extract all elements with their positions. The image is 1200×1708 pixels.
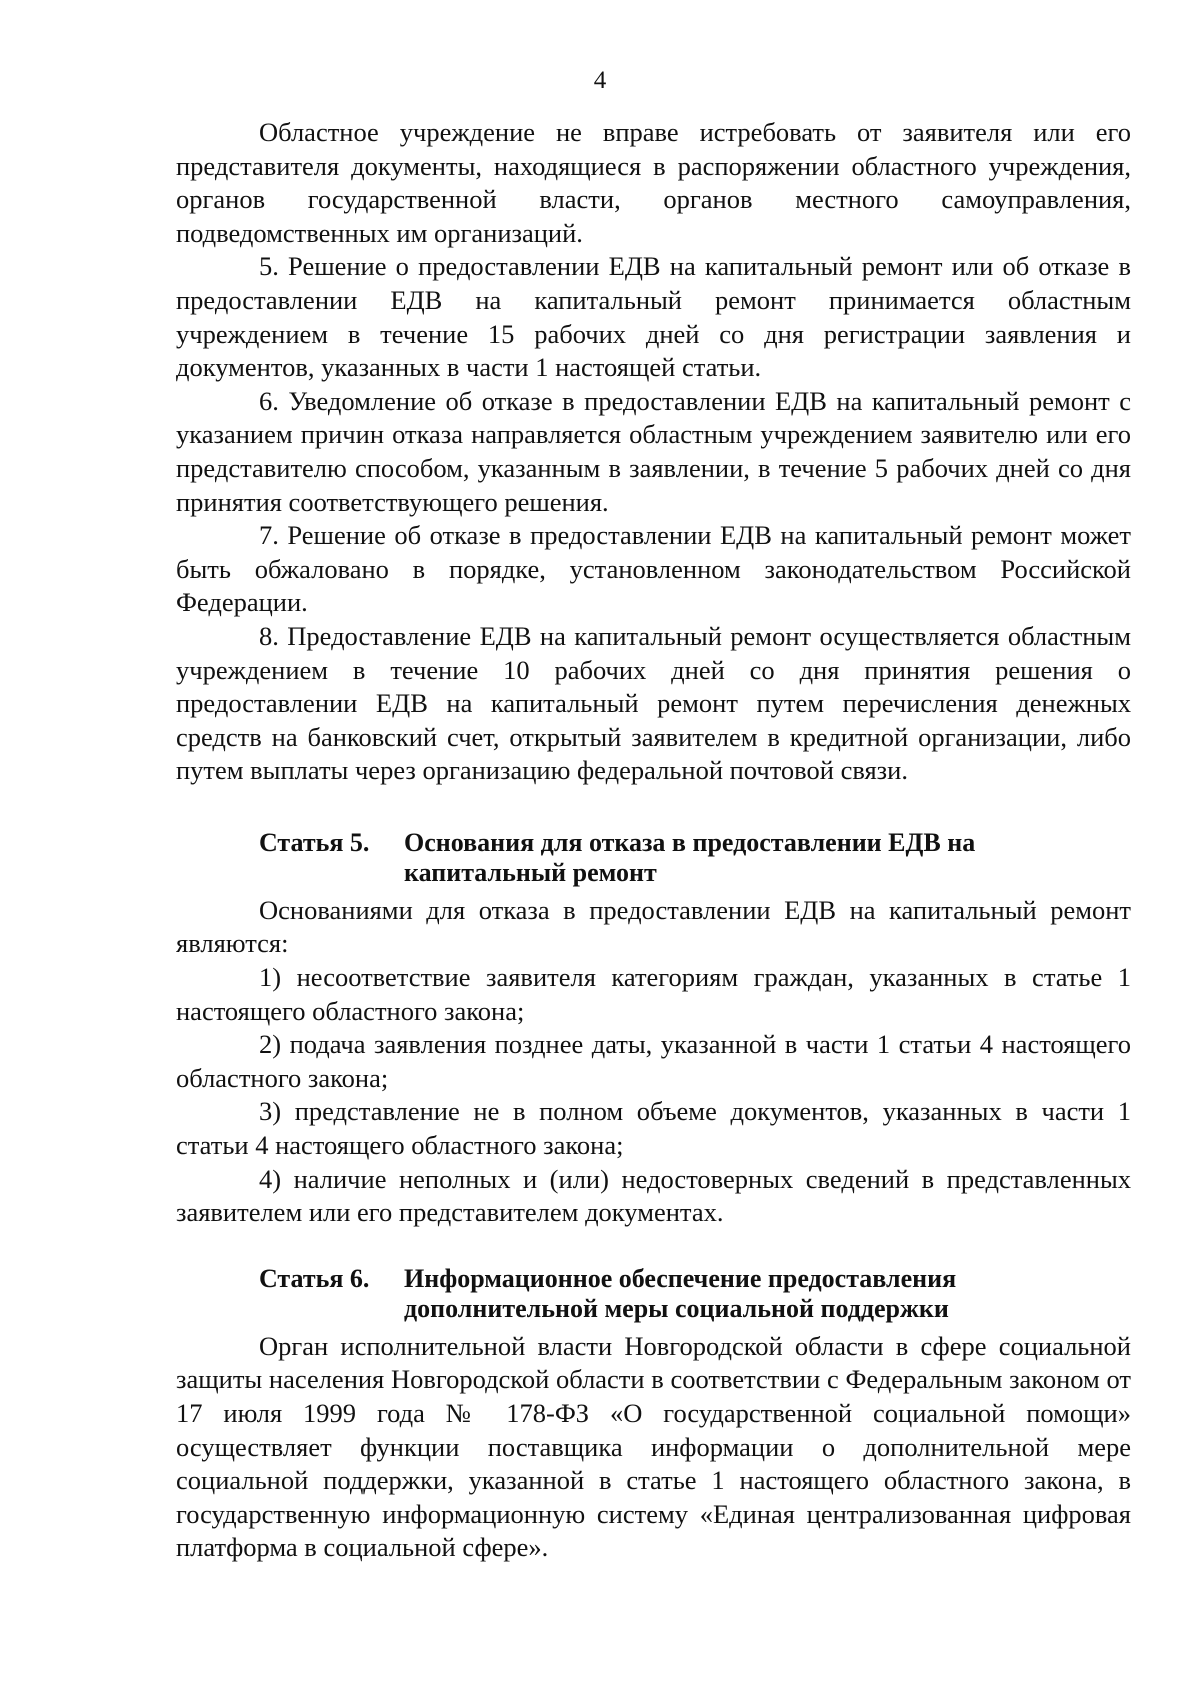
list-item: 1) несоответствие заявителя категориям граждан, указанных в статье 1 настоящего областного закона; [176,962,1131,1026]
article-title: Информационное обеспечение предоставления дополнительной меры социальной поддержки [404,1263,957,1323]
article-number: Статья 5. [259,827,370,857]
list-item: 3) представление не в полном объеме документов, указанных в части 1 статьи 4 настоящего областного закона; [176,1096,1131,1161]
paragraph: Орган исполнительной власти Новгородской области в сфере социальной защиты населения Новгородской области в соответствии с Федеральным законом от 17 июля 1999 года № 178-ФЗ «О государственной социальной помощи» осуществляет функции поставщика информации о дополнительной мере социальной поддержки, указанной в статье 1 настоящего областного закона, в государственную информационную систему «Единая централизованная цифровая платформа в социальной сфере». [176,1330,1131,1563]
document-body [176,116,1131,1565]
article-5-heading [176,828,1131,888]
article-6-heading [176,1264,1131,1324]
paragraph: 7. Решение об отказе в предоставлении ЕДВ на капитальный ремонт может быть обжаловано в порядке, установленном законодательством Российской Федерации. [176,520,1131,618]
list-item: 4) наличие неполных и (или) недостоверных сведений в представленных заявителем или его представителем документах. [176,1163,1131,1228]
paragraph: 6. Уведомление об отказе в предоставлении ЕДВ на капитальный ремонт с указанием причин отказа направляется областным учреждением заявителю или его представителю способом, указанным в заявлении, в течение 5 рабочих дней со дня принятия соответствующего решения. [176,385,1131,517]
article-title: Основания для отказа в предоставлении ЕДВ на капитальный ремонт [404,827,976,887]
paragraph: Основаниями для отказа в предоставлении ЕДВ на капитальный ремонт являются: [176,894,1131,959]
article-number: Статья 6. [259,1263,370,1293]
paragraph: 5. Решение о предоставлении ЕДВ на капитальный ремонт или об отказе в предоставлении ЕДВ на капитальный ремонт принимается областным учреждением в течение 15 рабочих дней со дня регистрации заявления и документов, указанных в части 1 настоящей статьи. [176,251,1131,383]
page-number: 4 [593,67,607,94]
paragraph: Областное учреждение не вправе истребовать от заявителя или его представителя документы, находящиеся в распоряжении областного учреждения, органов государственной власти, органов местного самоуправления, подведомственных им организаций. [176,117,1131,248]
paragraph: 8. Предоставление ЕДВ на капитальный ремонт осуществляется областным учреждением в течение 10 рабочих дней со дня принятия решения о предоставлении ЕДВ на капитальный ремонт путем перечисления денежных средств на банковский счет, открытый заявителем в кредитной организации, либо путем выплаты через организацию федеральной почтовой связи. [176,620,1131,786]
list-item: 2) подача заявления позднее даты, указанной в части 1 статьи 4 настоящего областного закона; [176,1029,1131,1093]
